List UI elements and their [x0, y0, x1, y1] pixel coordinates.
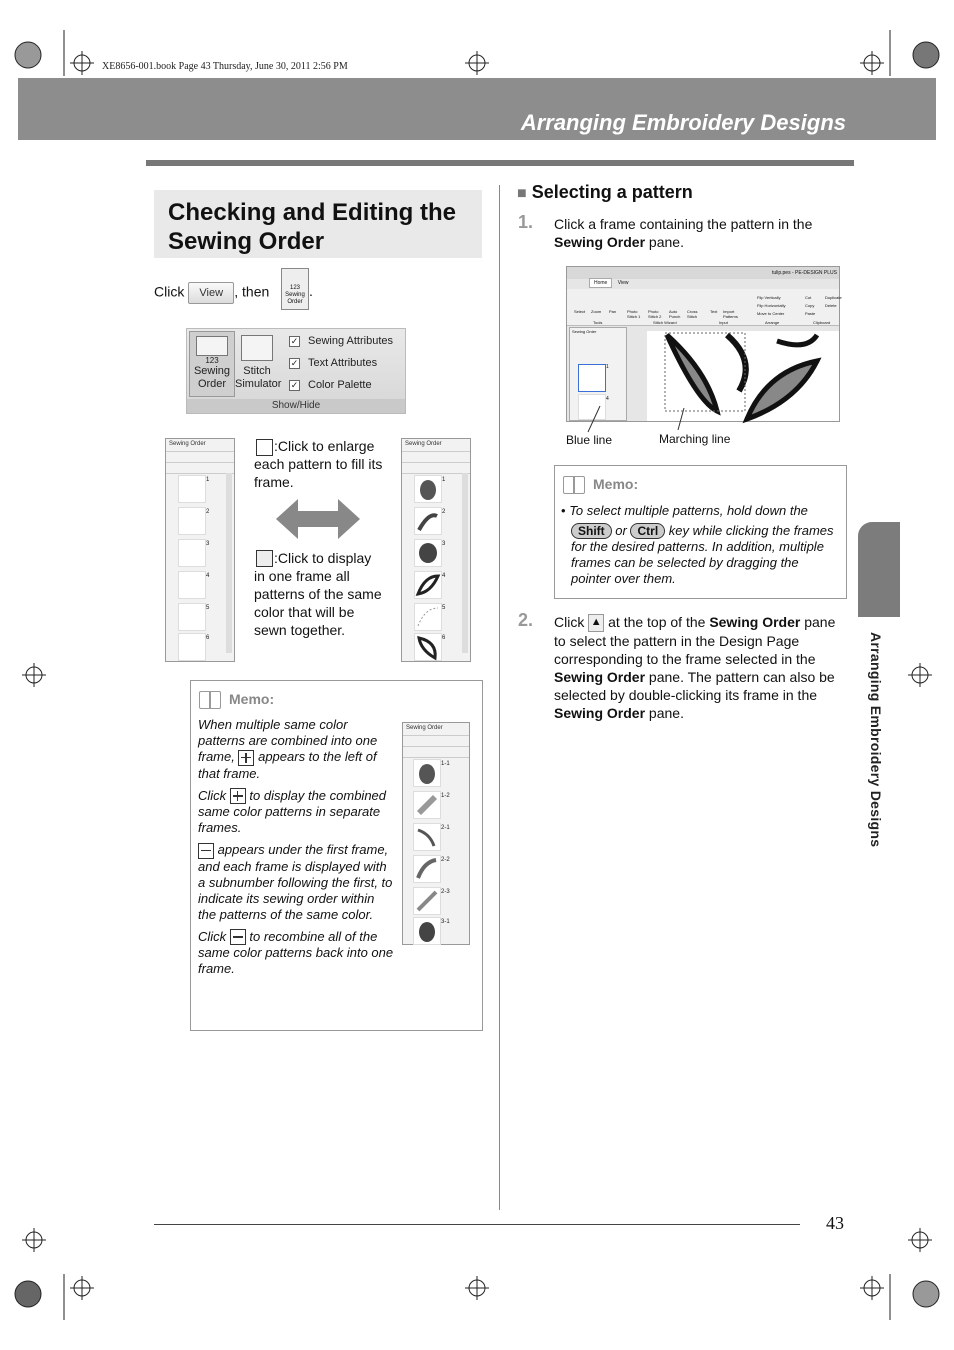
page-header-title: Arranging Embroidery Designs	[520, 110, 846, 135]
pane-toolbar-2	[166, 463, 234, 474]
pattern-frame[interactable]	[178, 539, 206, 567]
duplicate-button[interactable]: Duplicate	[825, 295, 842, 300]
pattern-frame[interactable]	[413, 887, 441, 915]
double-arrow-icon	[276, 499, 360, 539]
side-tab-text: Arranging Embroidery Designs	[868, 632, 884, 848]
shift-key: Shift	[571, 523, 612, 539]
photo-stitch-1[interactable]: Photo Stitch 1	[627, 309, 641, 319]
pattern-frame[interactable]	[178, 603, 206, 631]
column-divider	[499, 185, 500, 1210]
paste-button[interactable]: Paste	[805, 311, 816, 316]
group-input: Input	[719, 320, 728, 325]
auto-punch[interactable]: Auto Punch	[669, 309, 681, 319]
collapse-box-icon	[230, 929, 246, 945]
move-to-center[interactable]: Move to Center	[757, 311, 785, 316]
pane-toolbar-2	[403, 747, 469, 758]
pane-toolbar	[403, 736, 469, 747]
side-tab	[858, 522, 900, 617]
pattern-frame[interactable]	[413, 917, 441, 945]
delete-button[interactable]: Delete	[825, 303, 837, 308]
pattern-frame[interactable]	[414, 603, 442, 631]
pattern-frame[interactable]	[413, 759, 441, 787]
tab-view[interactable]: View	[617, 280, 629, 286]
pattern-frame[interactable]	[178, 475, 206, 503]
pattern-frame[interactable]	[414, 507, 442, 535]
sewing-order-icon	[196, 336, 228, 356]
pane-scrollbar[interactable]	[226, 473, 232, 653]
ribbon-body	[567, 289, 842, 326]
step-2-text: Click ▲ at the top of the Sewing Order pane to select the pattern in the Design Page corresponding to the frame selected in the Sewing Order pane. The pattern can also be selected by double-clicking its frame in the Sewing Order pane.	[554, 614, 836, 722]
pattern-frame[interactable]	[414, 475, 442, 503]
app-screenshot	[566, 266, 840, 422]
expand-box-icon	[230, 788, 246, 804]
ribbon-tabs	[589, 280, 632, 286]
sewing-order-pane-small: Sewing Order 1 2 3 4 5 6	[165, 438, 235, 662]
period: .	[309, 283, 313, 299]
blue-line-label: Blue line	[566, 433, 613, 447]
text-attributes-checkbox[interactable]: ✓ Text Attributes	[290, 357, 378, 369]
pane-scrollbar[interactable]	[462, 473, 468, 653]
pattern-frame[interactable]	[413, 791, 441, 819]
bottom-rule	[154, 1224, 800, 1225]
select-cursor-icon: ▲	[588, 614, 604, 632]
copy-button[interactable]: Copy	[805, 303, 815, 308]
group-tools: Tools	[593, 320, 603, 325]
sewing-order-button[interactable]: 123 Sewing Order	[189, 331, 235, 397]
step-1-number: 1.	[518, 212, 534, 232]
pattern-frame[interactable]	[178, 571, 206, 599]
pattern-frame[interactable]	[178, 507, 206, 535]
group-clipboard: Clipboard	[813, 320, 831, 325]
pane-toolbar	[402, 452, 470, 463]
view-tab-button[interactable]: View	[188, 282, 234, 304]
stitch-simulator-icon	[241, 335, 273, 361]
expand-box-icon	[238, 750, 254, 766]
sewing-order-pane-mini: Sewing Order 1 4	[569, 327, 627, 421]
pattern-frame[interactable]	[414, 571, 442, 599]
section-heading-box	[154, 190, 482, 258]
select-tool[interactable]: Select	[574, 309, 586, 314]
selected-frame[interactable]	[578, 364, 606, 392]
sewing-order-pane-subnumbered: Sewing Order 1-1 1-2 2-1 2-2 2-3 3-1	[402, 722, 470, 945]
combine-description: :Click to display in one frame all patterns of the same color that will be sewn together.	[254, 550, 382, 638]
selecting-heading: ■ Selecting a pattern	[517, 182, 693, 202]
show-hide-group-label: Show/Hide	[187, 399, 405, 413]
cut-button[interactable]: Cut	[805, 295, 812, 300]
pattern-frame[interactable]	[413, 823, 441, 851]
memo-label: Memo:	[199, 691, 274, 709]
book-icon	[563, 476, 585, 494]
tab-home[interactable]: Home	[589, 278, 612, 288]
enlarge-description: :Click to enlarge each pattern to fill its frame.	[254, 438, 383, 490]
pattern-frame[interactable]	[178, 633, 206, 661]
memo-text: When multiple same color patterns are combined into one frame, appears to the left of that frame. Click to display the combined same color patterns in separate frames. appears under the first frame, and each frame is displayed with a subnumber following the first, to indicate its sewing order within the patterns of the same color. Click to recombine all of the same color patterns back into one frame.	[198, 717, 394, 977]
flip-horizontally[interactable]: Flip Horizontally	[757, 303, 786, 308]
pattern-frame[interactable]	[413, 855, 441, 883]
top-rule	[146, 160, 854, 166]
marching-line-label: Marching line	[659, 432, 731, 446]
pattern-frame[interactable]	[414, 539, 442, 567]
book-info-line: XE8656-001.book Page 43 Thursday, June 30, 2011 2:56 PM	[102, 61, 348, 72]
window-title: tulip.pes - PE-DESIGN PLUS	[771, 270, 837, 276]
ctrl-key: Ctrl	[630, 523, 665, 539]
page-number: 43	[826, 1213, 844, 1233]
stitch-simulator-button[interactable]: Stitch Simulator	[235, 331, 279, 395]
show-hide-ribbon	[186, 328, 406, 414]
pane-toolbar-2	[402, 463, 470, 474]
zoom-tool[interactable]: Zoom	[591, 309, 602, 314]
photo-stitch-2[interactable]: Photo Stitch 2	[648, 309, 662, 319]
step-2-number: 2.	[518, 610, 534, 630]
collapse-box-icon	[198, 843, 214, 859]
color-palette-checkbox[interactable]: ✓ Color Palette	[290, 379, 372, 391]
group-stitch-wizard: Stitch Wizard	[653, 320, 677, 325]
book-icon	[199, 691, 221, 709]
sewing-order-pane-enlarged: Sewing Order 1 2 3 4 5 6	[401, 438, 471, 662]
memo-box-right	[554, 465, 847, 599]
text-tool[interactable]: Text	[710, 309, 718, 314]
step-1-text: Click a frame containing the pattern in the Sewing Order pane.	[554, 216, 813, 250]
pattern-frame[interactable]	[414, 633, 442, 661]
section-title: Checking and Editing the Sewing Order	[168, 199, 457, 255]
cross-stitch[interactable]: Cross Stitch	[687, 309, 698, 319]
sewing-attributes-checkbox[interactable]: ✓ Sewing Attributes	[290, 335, 393, 347]
pane-toolbar	[166, 452, 234, 463]
import-patterns[interactable]: Import Patterns	[723, 309, 738, 319]
click-instruction: Click View , then	[154, 282, 269, 304]
memo-label: Memo:	[563, 476, 638, 494]
pan-tool[interactable]: Pan	[609, 309, 617, 314]
group-arrange: Arrange	[765, 320, 780, 325]
memo-text: • To select multiple patterns, hold down the Shift or Ctrl key while clicking the frames for the desired patterns. In addition, multiple frames can be selected by dragging the pointer over them.	[561, 503, 834, 586]
sewing-order-small-icon[interactable]: 123 Sewing Order	[281, 268, 309, 310]
memo-box-left	[190, 680, 483, 1031]
flip-vertically[interactable]: Flip Vertically	[757, 295, 781, 300]
